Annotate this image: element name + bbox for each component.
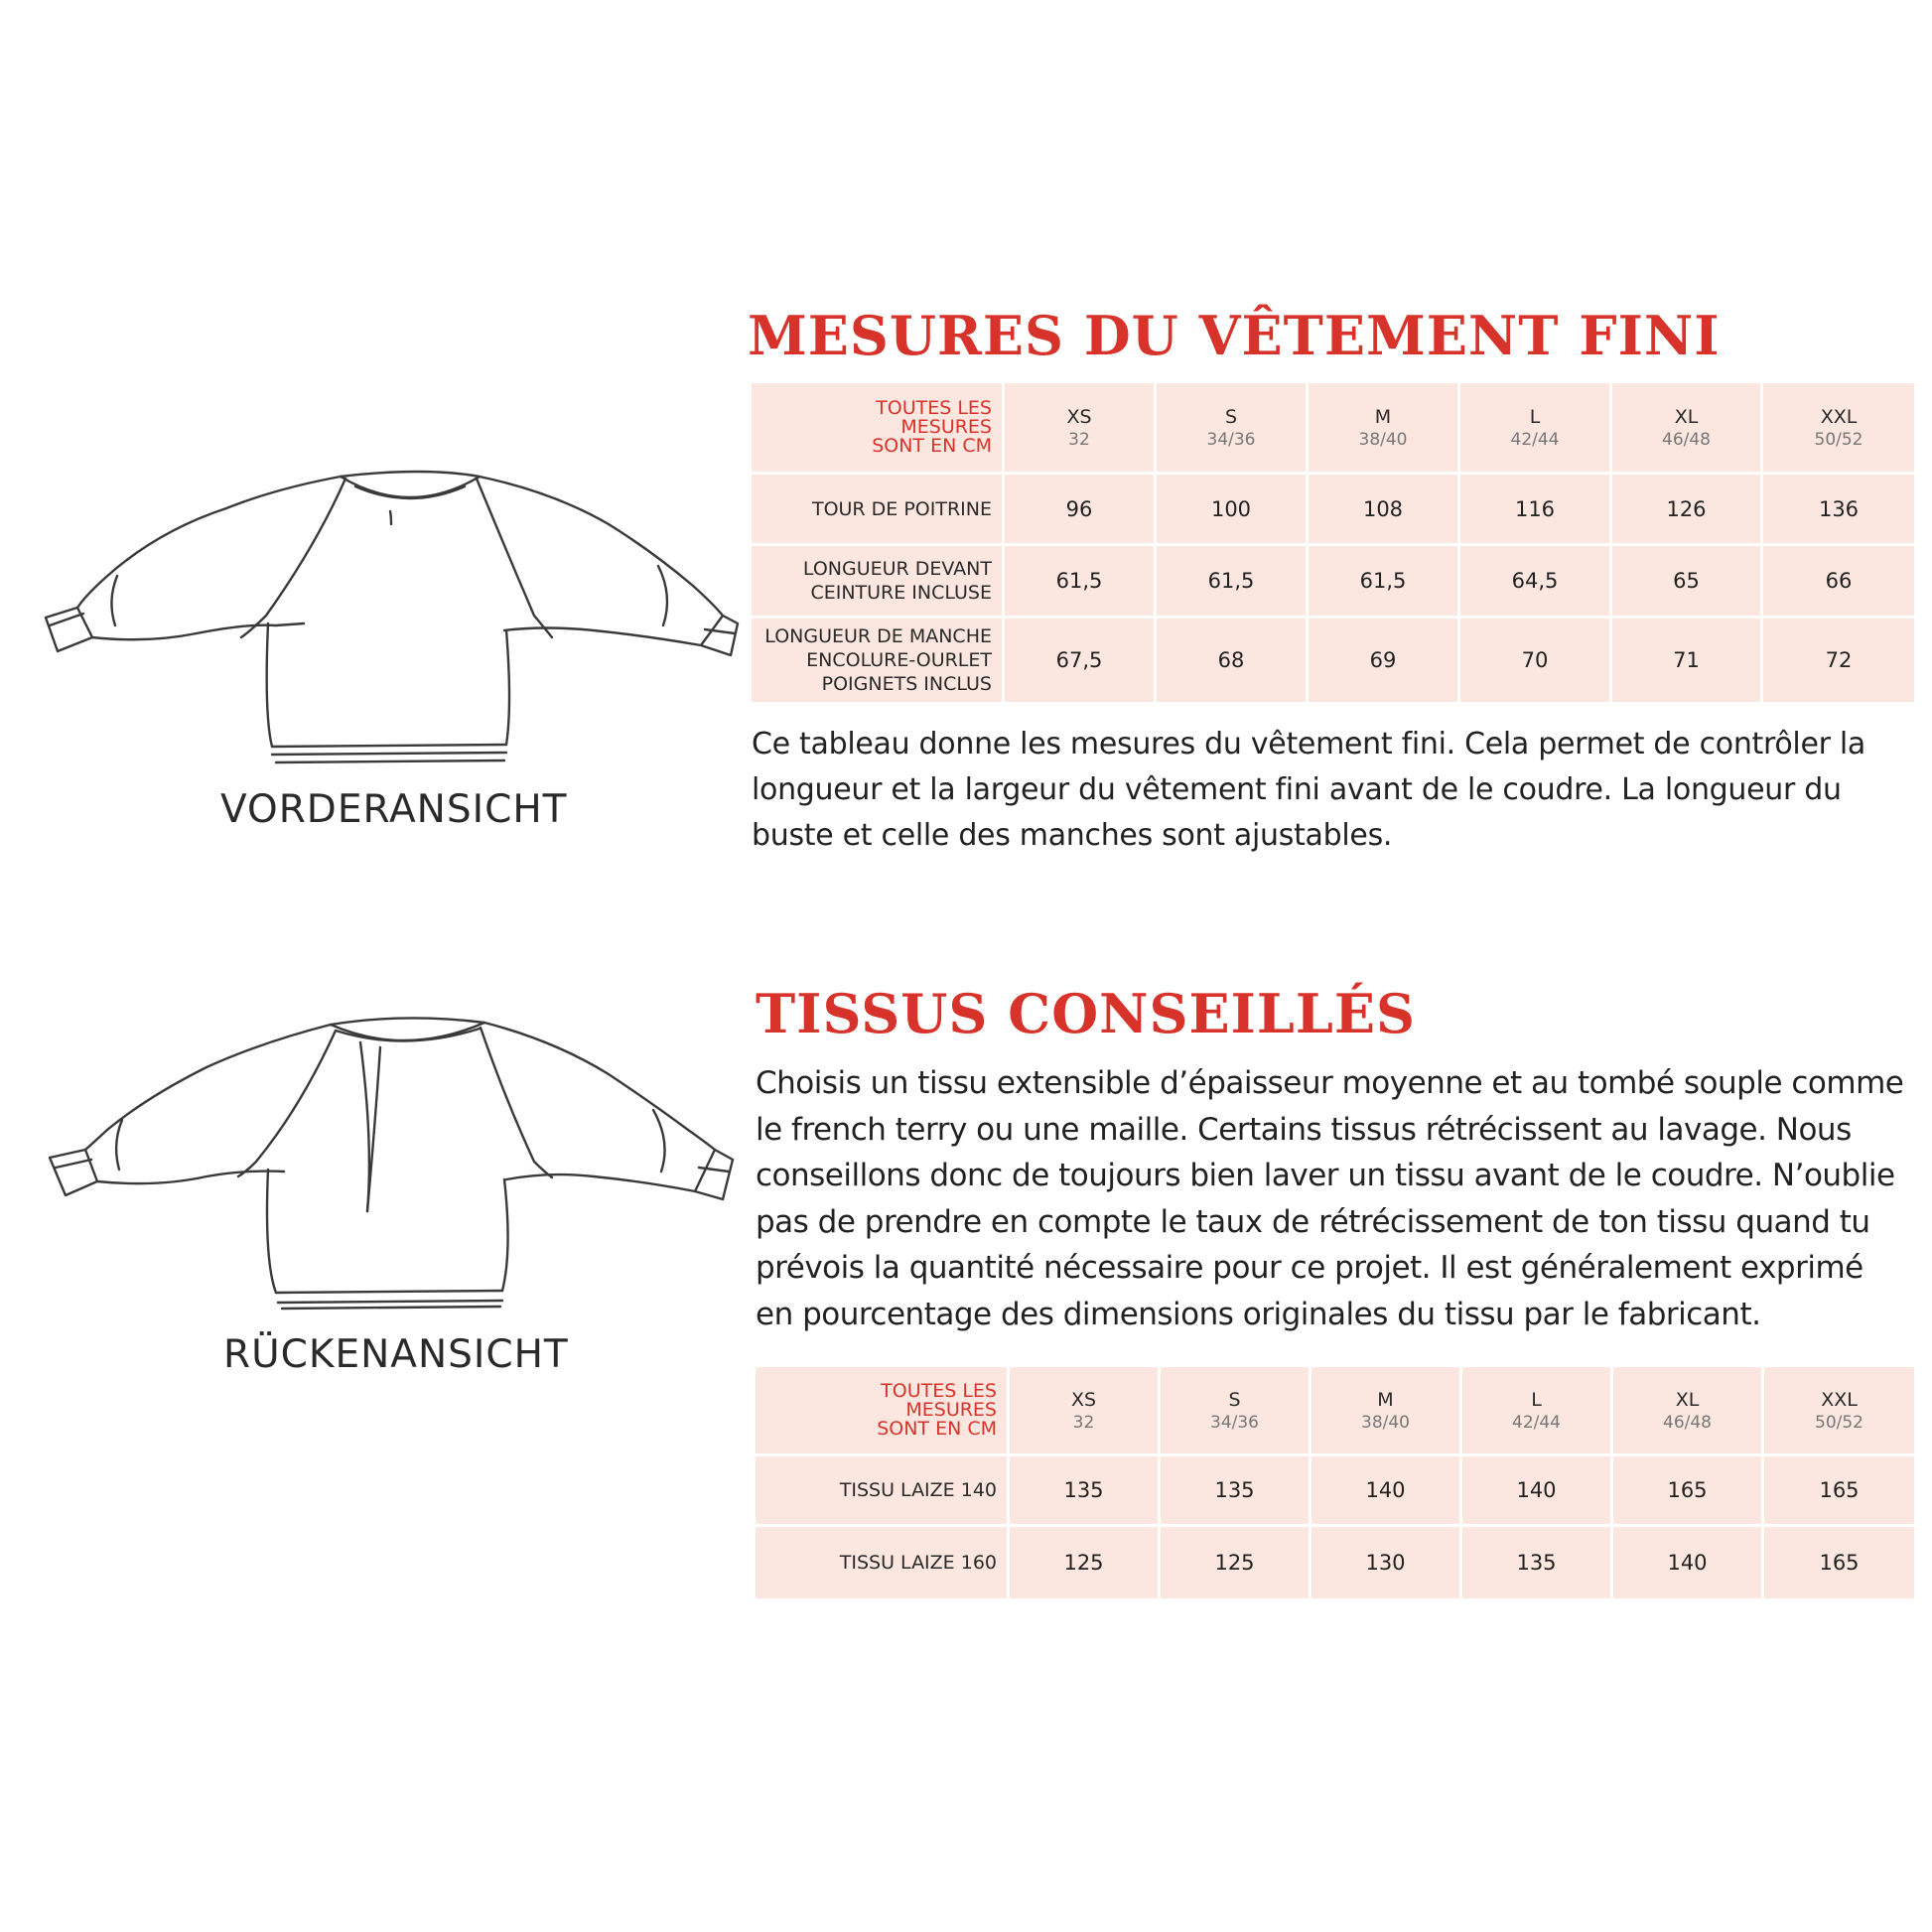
size-header-xl: XL 46/48 <box>1612 383 1763 475</box>
table-cell: 71 <box>1612 619 1763 702</box>
table-cell: 64,5 <box>1460 546 1612 619</box>
table-cell: 165 <box>1764 1527 1914 1598</box>
back-view-label: RÜCKENANSICHT <box>223 1332 569 1377</box>
size-header-xl: XL 46/48 <box>1613 1367 1764 1456</box>
table-cell: 72 <box>1763 619 1914 702</box>
table-cell: 165 <box>1764 1456 1914 1527</box>
size-header-xs: XS 32 <box>1005 383 1157 475</box>
table-cell: 140 <box>1613 1527 1764 1598</box>
size-header-l: L 42/44 <box>1460 383 1612 475</box>
table-cell: 61,5 <box>1005 546 1157 619</box>
table-cell: 61,5 <box>1309 546 1460 619</box>
table-cell: 135 <box>1462 1527 1613 1598</box>
sweater-front-sketch-icon <box>38 467 743 764</box>
size-header-m: M 38/40 <box>1311 1367 1462 1456</box>
table-cell: 135 <box>1161 1456 1311 1527</box>
table-cell: 70 <box>1460 619 1612 702</box>
table-cell: 69 <box>1309 619 1460 702</box>
size-header-row <box>752 383 1914 475</box>
back-view-sketch <box>48 1013 743 1311</box>
row-label: TOUR DE POITRINE <box>752 475 1005 546</box>
recommended-fabrics-description: Choisis un tissu extensible d’épaisseur moyenne et au tombé souple comme le french terry ou une maille. Certains tissus rétrécissent au lavage. Nous conseillons donc de toujours bien laver un tissu avant de le coudre. N’oublie pas de prendre en compte le taux de rétrécissement de ton tissu quand tu prévois la quantité nécessaire pour ce projet. Il est généralement exprimé en pourcentage des dimensions originales du tissu par le fabricant. <box>756 1065 1904 1332</box>
table-cell: 65 <box>1612 546 1763 619</box>
finished-measurements-table <box>752 383 1914 702</box>
finished-measurements-title: MESURES DU VÊTEMENT FINI <box>748 304 1721 367</box>
sweater-back-sketch-icon <box>48 1013 743 1311</box>
finished-measurements-description: Ce tableau donne les mesures du vêtement fini. Cela permet de contrôler la longueur et la largeur du vêtement fini avant de le coudre. La longueur du buste et celle des manches sont ajustables. <box>752 727 1866 853</box>
table-cell: 165 <box>1613 1456 1764 1527</box>
table-cell: 61,5 <box>1157 546 1309 619</box>
table-row <box>752 546 1914 619</box>
table-cell: 125 <box>1161 1527 1311 1598</box>
size-header-l: L 42/44 <box>1462 1367 1613 1456</box>
size-header-s: S 34/36 <box>1157 383 1309 475</box>
row-label: LONGUEUR DEVANT CEINTURE INCLUSE <box>752 546 1005 619</box>
table-row <box>756 1456 1914 1527</box>
fabric-requirements-table <box>756 1367 1914 1598</box>
size-header-xs: XS 32 <box>1010 1367 1161 1456</box>
units-note: TOUTES LES MESURES SONT EN CM <box>756 1367 1010 1456</box>
row-label: TISSU LAIZE 160 <box>756 1527 1010 1598</box>
table-cell: 135 <box>1010 1456 1161 1527</box>
size-header-s: S 34/36 <box>1161 1367 1311 1456</box>
table-cell: 108 <box>1309 475 1460 546</box>
table-row <box>752 619 1914 702</box>
front-view-label: VORDERANSICHT <box>220 787 568 832</box>
front-view-sketch <box>38 467 743 764</box>
table-cell: 67,5 <box>1005 619 1157 702</box>
size-header-xxl: XXL 50/52 <box>1764 1367 1914 1456</box>
table-cell: 126 <box>1612 475 1763 546</box>
table-cell: 125 <box>1010 1527 1161 1598</box>
table-cell: 96 <box>1005 475 1157 546</box>
table-cell: 116 <box>1460 475 1612 546</box>
table-row <box>752 475 1914 546</box>
table-cell: 140 <box>1462 1456 1613 1527</box>
table-cell: 100 <box>1157 475 1309 546</box>
table-cell: 68 <box>1157 619 1309 702</box>
units-note: TOUTES LES MESURES SONT EN CM <box>752 383 1005 475</box>
row-label: LONGUEUR DE MANCHE ENCOLURE-OURLET POIGNETS INCLUS <box>752 619 1005 702</box>
row-label: TISSU LAIZE 140 <box>756 1456 1010 1527</box>
table-cell: 140 <box>1311 1456 1462 1527</box>
recommended-fabrics-title: TISSUS CONSEILLÉS <box>756 982 1417 1045</box>
table-cell: 136 <box>1763 475 1914 546</box>
table-cell: 66 <box>1763 546 1914 619</box>
table-row <box>756 1527 1914 1598</box>
size-header-xxl: XXL 50/52 <box>1763 383 1914 475</box>
table-cell: 130 <box>1311 1527 1462 1598</box>
size-header-row <box>756 1367 1914 1456</box>
size-header-m: M 38/40 <box>1309 383 1460 475</box>
